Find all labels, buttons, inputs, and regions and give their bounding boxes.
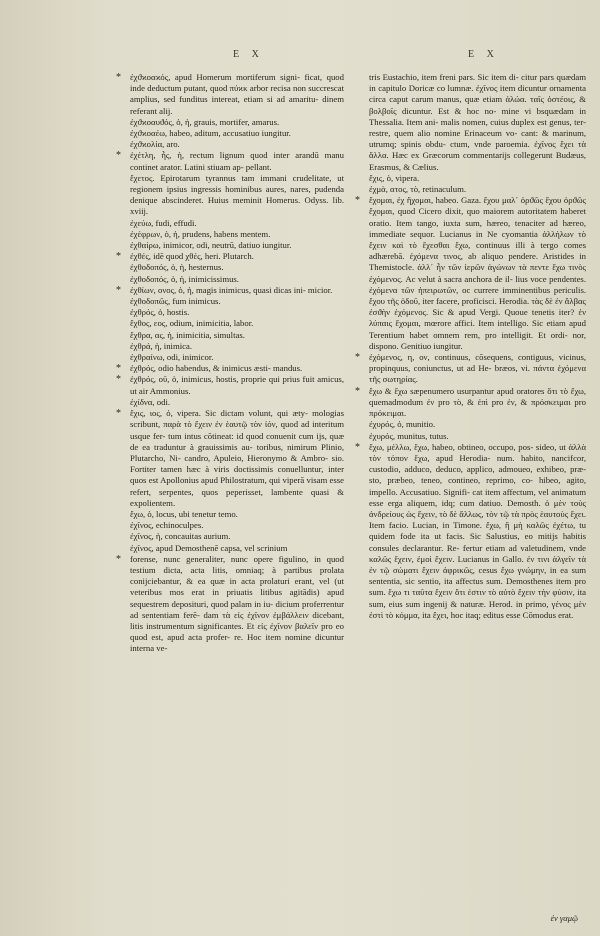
dictionary-entry bbox=[130, 318, 344, 329]
asterisk-icon: * bbox=[116, 408, 121, 420]
entry-text: ἐχυρός, munitus, tutus. bbox=[369, 430, 449, 441]
asterisk-icon: * bbox=[116, 150, 121, 162]
entry-text: ἐχῖνος, apud Demosthenē capsa, vel scrinium bbox=[130, 542, 288, 553]
dictionary-entry bbox=[130, 330, 344, 341]
dictionary-entry bbox=[116, 284, 344, 296]
entry-text: ἔχθος, εος, odium, inimicitia, labor. bbox=[130, 318, 254, 329]
asterisk-icon: * bbox=[355, 441, 360, 453]
entry-text: ἐχθραίνω, odi, inimicor. bbox=[130, 352, 214, 363]
entry-text: ἐχθρά, ἡ, inimica. bbox=[130, 340, 193, 351]
dictionary-entry bbox=[116, 251, 344, 263]
asterisk-icon: * bbox=[116, 251, 121, 263]
entry-text: ἐχθρός, οῦ, ὁ, inimicus, hostis, proprie qui prius fuit amicus, ut air Ammonius. bbox=[130, 374, 344, 396]
asterisk-icon: * bbox=[355, 385, 360, 397]
asterisk-icon: * bbox=[116, 72, 121, 83]
entry-text: forense, nunc generaliter, nunc opere figulino, in quod testium dicta, acta litis, omniaq; à partibus prolata conijciebantur, & ea quæ in acta prolaturi erant, vel (ut veteribus mos erat in priuatis litibus agitādis) apud sequestrem deposituri, quod palam in iu- dicium proferrentur ad sententiam ferē- dam τὰ εἰς ἐχῖνον ἐμβάλλειν dicebant, litis instrumentum significantes. Et εἰς ἐχῖνον βαλεῖν pro eo quod est, apud acta profer- re. Hoc item nomine dicuntur interna ve- bbox=[130, 553, 344, 654]
asterisk-icon: * bbox=[116, 553, 121, 565]
dictionary-entry bbox=[116, 150, 344, 172]
entry-text: ἔχομαι, ἐχ ἤχομαι, habeo. Gaza. ἔχου μαλ᾽ ὀρϑῶς ἔχου ὀρϑῶς ἔχομαι, quod Cicero dixit, quo maiorem autoritatem haberet oratio. Item tango, iuxta sum, hæreo, tenaciter ad hæreo, immediate sequor. Lucianus in Ne cyomantia ἀλλήλων τὸ ἔχειν καὶ τὸ ἔχεσθαι ἔχω, continuus illi à tergo comes adhærebā. ἐχόμενα τινος, ab aliquo pendere. Aristides in Themistocle. ἀλλ᾽ ἦν τῶν ἱερῶν ἀγώνων τὰ πεντε ἔχω τινὸς ἐχόμενος. Ac velut à sacra anchora de il- lius voce pendentes. ἐχόμενα τῶν ἠπειρωτῶν, oc currere imminentibus periculis. ἔχου τῆς ὁδοῦ, iter facere, proficisci. Herodia. τὰς δὲ ἐν ἅλβας ἐσϑὴν ἐχόμενος. Sic & apud Vergi. Quoue tenetis iter? ἐν λύπαις ἔχομαι, mœrore affici. Item intelligo. Sic etiam apud Terentium habet omnem rem, pro intelligit. Et ordi- nor, dispono. Genitiuo iungitur. bbox=[369, 195, 586, 351]
left-column bbox=[116, 72, 344, 655]
catchword: ἐν γαμῷ bbox=[550, 913, 578, 923]
entry-text: ἐχϑϰοαϰός, apud Homerum mortiferum signi- ficat, quod inde deductum putant, quod πύϰκ arbor recisa non succrescat amplius, sed funditus intereat, etiam si ad amaritu- dinem referant alij. bbox=[130, 72, 344, 116]
asterisk-icon: * bbox=[116, 363, 121, 375]
entry-text: ἐχυρός, ὁ, munitio. bbox=[369, 419, 436, 430]
running-head-left: E X bbox=[233, 49, 264, 60]
dictionary-entry bbox=[116, 374, 344, 396]
entry-text: ἐχθρός, ὁ, hostis. bbox=[130, 307, 190, 318]
entry-text: ἔχω & ἔχω sæpenumero usurpantur apud oratores ὅτι τὸ ἔχω, quemadmodum ἐν pro τὸ, & ἐπὶ pro ἐν, & πρόσκειμαι pro πρόκειμαι. bbox=[369, 385, 586, 419]
entry-text: ἐχίδνα, odi. bbox=[130, 396, 171, 407]
dictionary-entry bbox=[130, 139, 344, 150]
dictionary-entry bbox=[130, 397, 344, 408]
dictionary-entry bbox=[116, 553, 344, 655]
entry-text: ἐχέτλη, ἧς, ἡ, rectum lignum quod inter arandū manu continet arator. Latini stiuam ap- pellant. bbox=[130, 150, 344, 172]
dictionary-entry bbox=[116, 363, 344, 375]
entry-text: ἔχις, ὁ, vipera. bbox=[369, 172, 420, 183]
dictionary-entry bbox=[116, 408, 344, 509]
running-head-right: E X bbox=[468, 49, 499, 60]
entry-text: ἐχόμενος, η, ον, continuus, cōsequens, contiguus, vicinus, propinquus, coniunctus, ut ad He- bræos, vi. πάντα ἐχόμενα τῆς σωτηρίας. bbox=[369, 352, 586, 385]
dictionary-entry bbox=[355, 352, 586, 386]
entry-text: ἐχθές, idē quod χθές, heri. Plutarch. bbox=[130, 251, 254, 262]
entry-text: ἔχω, ὁ, locus, ubi tenetur temo. bbox=[130, 508, 238, 519]
entry-text: ἐχϑϰοαυϑός, ὁ, ἡ, grauis, mortifer, amarus. bbox=[130, 116, 280, 127]
entry-text: ἔχω, μέλλω, ἔχω, habeo, obtineo, occupo, pos- sideo, ut ἀλλὰ τὸν τόπον ἔχω, apud Herodia- num. habito, nancifcor, custodio, adduco, deduco, applico, admoueo, exhibeo, præ- sto, præbeo, teneo, contineo, reprimo, co- hibeo, agito, impello. Accusatiuo. Signifi- cat item affectum, vel animatum esse erga aliquem, idq; cum datiuo. Demosth. ὁ μὲν τοὺς ἀνδρείους ὡς ἔχειν, τὸ δὲ ἄλλως, τὸν τῷ τὰ πρὸς ἑαυτοὺς ἔχει. Item facio. Lucian, in Timone. ἔχω, ἢ μὴ καλῶς ἐχέτω, tu quidem fode ita ut facis. Sic Salustius, eo mitijs habitis consules declarantur. Re- fertur etiam ad valetudinem, vnde καλῶς ἔχειν, ἐμοὶ ἔχειν. Lucianus in Gallo. ἐν τινι ἀλγεῖν τὰ ἐν τῷ σώματι ἔχειν ἀφρικῶς, cesus ἔχω γνώμην, in ea sum sententia, sic sentio, ita affectus sum. Demosthenes item pro sum. ἔχω τι ταῦτα ἔχειν ὅτι ἐστιν τὸ αὐτὸ ἔχειν τὴν φύσιν, ita sum, eius sum ingenij & naturæ. Herod. in primo, γένος μὲν ἐστὶ τὸ κόμμα, ita ἔχει, hoc itaq; editus esse Cōmodus erat. bbox=[369, 441, 586, 620]
dictionary-entry bbox=[130, 307, 344, 318]
entry-text: ἐχϑϰοαέω, habeo, aditum, accusatiuo iungitur. bbox=[130, 128, 291, 139]
dictionary-entry bbox=[130, 117, 344, 128]
entry-text: ἐχθοδοπός, ὁ, ἡ, hesternus. bbox=[130, 262, 224, 273]
dictionary-entry bbox=[369, 184, 586, 195]
dictionary-entry bbox=[355, 195, 586, 352]
asterisk-icon: * bbox=[116, 284, 121, 296]
entry-text: ἐχῖνος, ἡ, concauitas aurium. bbox=[130, 531, 231, 542]
dictionary-entry bbox=[130, 218, 344, 229]
entry-text: ἐχθοδοπός, ὁ, ἡ, inimicissimus. bbox=[130, 273, 239, 284]
dictionary-entry bbox=[130, 262, 344, 273]
dictionary-entry bbox=[130, 520, 344, 531]
dictionary-entry bbox=[130, 531, 344, 542]
dictionary-entry bbox=[130, 274, 344, 285]
entry-text: ἐχθίων, ονος, ὁ, ἡ, magis inimicus, quasi dicas ini- micior. bbox=[130, 284, 333, 295]
dictionary-entry bbox=[130, 296, 344, 307]
entry-text: ἐχμὰ, ατος, τὸ, retinaculum. bbox=[369, 184, 467, 195]
entry-text: ἐχθοδοπῶς, fum inimicus. bbox=[130, 296, 221, 307]
entry-text: tris Eustachio, item freni pars. Sic item di- citur pars quædam in capitulo Doricæ co lumnæ. ἐχῖνος item dicuntur ornamenta circa caput carum manus, quæ etiam ἀλώα. ταῖς ὀστέοις, & βολβοῖς dicuntur. Est & hoc no- mine vi bsquædam in Thessalia. Item ani- malis nomen, cuius duplex est genus, ter- restre, quem alio nomine Erinaceum vo- cant: & marinum, utrumq; spinis obdu- ctum, vnde paroemia. ἐχῖνος ἔχει τὰ ἄλλα. Hæc ex Græcorum commentarijs collegerunt Budæus, Erasmus, & Cælius. bbox=[369, 72, 586, 172]
dictionary-entry bbox=[130, 509, 344, 520]
asterisk-icon: * bbox=[355, 195, 360, 207]
dictionary-entry bbox=[355, 441, 586, 621]
dictionary-entry bbox=[369, 419, 586, 430]
entry-text: ἐχθρός, odio habendus, & inimicus æsti- mandus. bbox=[130, 363, 303, 374]
asterisk-icon: * bbox=[116, 374, 121, 386]
entry-text: ἐχϑϰολία, aro. bbox=[130, 139, 180, 150]
dictionary-entry bbox=[130, 240, 344, 251]
right-column bbox=[355, 72, 586, 621]
entry-text: ἐχεύω, fudi, effudi. bbox=[130, 217, 197, 228]
dictionary-entry bbox=[116, 72, 344, 117]
dictionary-entry bbox=[130, 341, 344, 352]
entry-text: ἔχις, ιος, ὁ, vipera. Sic dictam volunt, qui æty- mologias scribunt, παρὰ τὸ ἔχειν ἐν ἑαυτῷ τὸν ἰόν, quod ad interitum usque fer- tum intus cōtineat: id quod conuenit cum ijs, quæ de ea traduntur à grauissimis au- toribus, nimirum Plinio, Plutarcho, Ni- candro, Apuleio, Hieronymo & Ambro- sio. Fortiter tamen hæc à viris doctissimis conuelluntur, inter quos est Apollonius apud Philostratum, qui viperā visam esse refert, serpentes, quos peperisset, lambente quasi & expolientem. bbox=[130, 408, 344, 508]
dictionary-entry bbox=[369, 431, 586, 442]
dictionary-entry bbox=[369, 72, 586, 173]
dictionary-entry bbox=[130, 543, 344, 554]
entry-text: ἐχέφρων, ὁ, ἡ, prudens, habens mentem. bbox=[130, 228, 271, 239]
dictionary-entry bbox=[130, 173, 344, 218]
entry-text: ἔχετος. Epirotarum tyrannus tam immani crudelitate, ut regionem ipsius ingressis hominibus aures, nares, pudenda denique abscinderet. Huius meminit Homerus. Odyss. lib. xviij. bbox=[130, 172, 344, 217]
dictionary-entry bbox=[355, 385, 586, 420]
dictionary-entry bbox=[369, 173, 586, 184]
dictionary-entry bbox=[130, 352, 344, 363]
dictionary-entry bbox=[130, 229, 344, 240]
asterisk-icon: * bbox=[355, 352, 360, 364]
entry-text: ἐχῖνος, echinoculpes. bbox=[130, 520, 204, 531]
entry-text: ἔχθρα, ας, ἡ, inimicitia, simultas. bbox=[130, 329, 245, 340]
dictionary-entry bbox=[130, 128, 344, 139]
entry-text: ἐχθαίρω, inimicor, odi, neutrū, datiuo iungitur. bbox=[130, 240, 292, 251]
